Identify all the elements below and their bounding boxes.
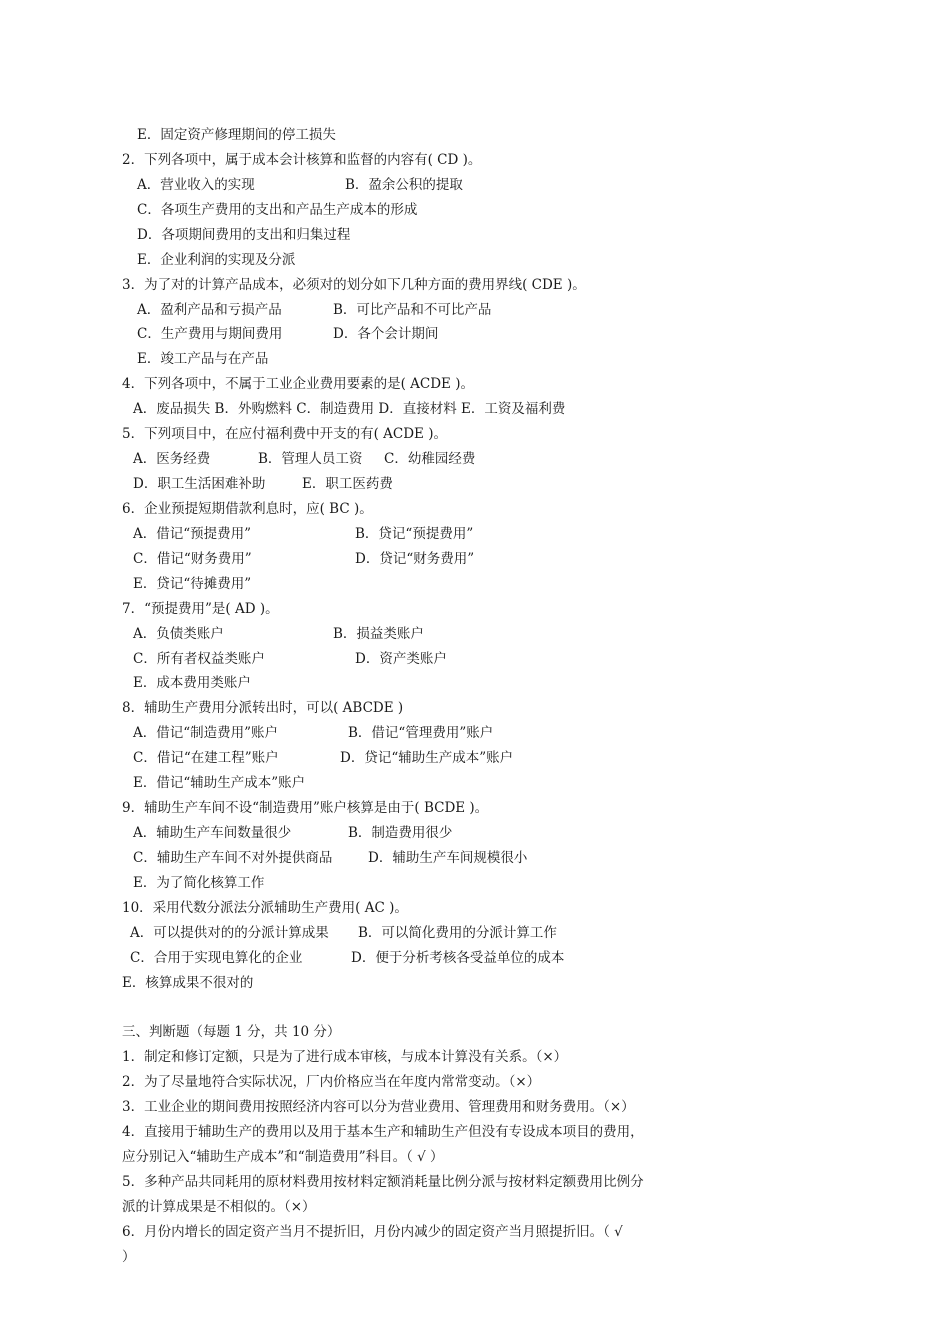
text-segment: C．所有者权益类账户: [133, 650, 265, 667]
text-segment: E．职工医药费: [302, 476, 393, 493]
text-segment: D．辅助生产车间规模很小: [368, 849, 528, 866]
text-segment: D．便于分析考核各受益单位的成本: [351, 949, 565, 966]
text-segment: 10．采用代数分派法分派辅助生产费用( AC )。: [122, 899, 408, 916]
text-segment: A．借记“制造费用”账户: [133, 725, 279, 742]
text-segment: D．贷记“辅助生产成本”账户: [340, 750, 514, 767]
text-segment: 2．为了尽量地符合实际状况，厂内价格应当在年度内常常变动。（×）: [122, 1074, 541, 1091]
text-segment: B．盈余公积的提取: [345, 176, 463, 193]
text-segment: B．管理人员工资: [258, 451, 363, 468]
text-segment: C．生产费用与期间费用: [137, 326, 283, 343]
text-segment: 6．月份内增长的固定资产当月不提折旧，月份内减少的固定资产当月照提折旧。（ √: [122, 1223, 623, 1240]
text-segment: A．废品损失 B．外购燃料 C．制造费用 D．直接材料 E．工资及福利费: [133, 401, 566, 418]
text-segment: 6．企业预提短期借款利息时，应( BC )。: [122, 500, 373, 517]
text-segment: D．贷记“财务费用”: [355, 550, 475, 567]
text-segment: 派的计算成果是不相似的。（×）: [122, 1198, 316, 1215]
text-segment: C．合用于实现电算化的企业: [130, 949, 303, 966]
text-segment: E．贷记“待摊费用”: [133, 575, 252, 592]
text-segment: D．各项期间费用的支出和归集过程: [137, 226, 351, 243]
text-segment: 7．“预提费用”是( AD )。: [122, 600, 279, 617]
text-segment: B．贷记“预提费用”: [355, 525, 474, 542]
text-segment: A．负债类账户: [133, 625, 224, 642]
text-segment: E．成本费用类账户: [133, 675, 251, 692]
text-segment: 3．工业企业的期间费用按照经济内容可以分为营业费用、管理费用和财务费用。（×）: [122, 1099, 635, 1116]
text-segment: A．营业收入的实现: [137, 176, 255, 193]
text-segment: E．固定资产修理期间的停工损失: [137, 127, 336, 143]
text-segment: 5．多种产品共同耗用的原材料费用按材料定额消耗量比例分派与按材料定额费用比例分: [122, 1174, 644, 1191]
text-segment: A．盈利产品和亏损产品: [137, 301, 282, 318]
text-segment: 2．下列各项中，属于成本会计核算和监督的内容有( CD )。: [122, 151, 482, 168]
text-segment: A．医务经费: [133, 451, 211, 468]
text-segment: D．职工生活困难补助: [133, 476, 266, 493]
text-segment: C．借记“财务费用”: [133, 550, 252, 567]
text-segment: ）: [122, 1248, 136, 1265]
text-segment: 1．制定和修订定额，只是为了进行成本审核，与成本计算没有关系。（×）: [122, 1049, 568, 1066]
text-segment: E．核算成果不很对的: [122, 974, 254, 991]
text-segment: C．借记“在建工程”账户: [133, 750, 279, 767]
text-segment: 应分别记入“辅助生产成本”和“制造费用”科目。（ √ ）: [122, 1149, 444, 1166]
text-segment: A．借记“预提费用”: [133, 525, 252, 542]
text-segment: 8．辅助生产费用分派转出时，可以( ABCDE ): [122, 700, 404, 717]
text-segment: B．制造费用很少: [348, 825, 453, 842]
text-segment: E．竣工产品与在产品: [137, 351, 269, 368]
text-segment: C．各项生产费用的支出和产品生产成本的形成: [137, 201, 418, 218]
text-segment: E．为了简化核算工作: [133, 874, 265, 891]
text-segment: A．可以提供对的的分派计算成果: [130, 924, 329, 941]
text-segment: 三、判断题（每题 1 分，共 10 分）: [122, 1024, 341, 1041]
text-segment: B．借记“管理费用”账户: [348, 725, 494, 742]
text-segment: B．可比产品和不可比产品: [333, 301, 492, 318]
text-segment: 4．下列各项中，不属于工业企业费用要素的是( ACDE )。: [122, 376, 474, 393]
text-segment: 5．下列项目中，在应付福利费中开支的有( ACDE )。: [122, 426, 447, 443]
text-segment: D．资产类账户: [355, 650, 447, 667]
text-segment: E．企业利润的实现及分派: [137, 251, 296, 268]
text-segment: C．幼稚园经费: [384, 451, 476, 468]
text-segment: B．可以简化费用的分派计算工作: [358, 924, 557, 941]
text-segment: A．辅助生产车间数量很少: [133, 825, 292, 842]
text-segment: 4．直接用于辅助生产的费用以及用于基本生产和辅助生产但没有专设成本项目的费用，: [122, 1124, 644, 1141]
text-segment: B．损益类账户: [333, 625, 424, 642]
text-segment: C．辅助生产车间不对外提供商品: [133, 849, 333, 866]
text-segment: 9．辅助生产车间不设“制造费用”账户核算是由于( BCDE )。: [122, 800, 489, 817]
text-segment: E．借记“辅助生产成本”账户: [133, 775, 306, 792]
text-segment: D．各个会计期间: [333, 326, 439, 343]
text-segment: 3．为了对的计算产品成本，必须对的划分如下几种方面的费用界线( CDE )。: [122, 276, 586, 293]
